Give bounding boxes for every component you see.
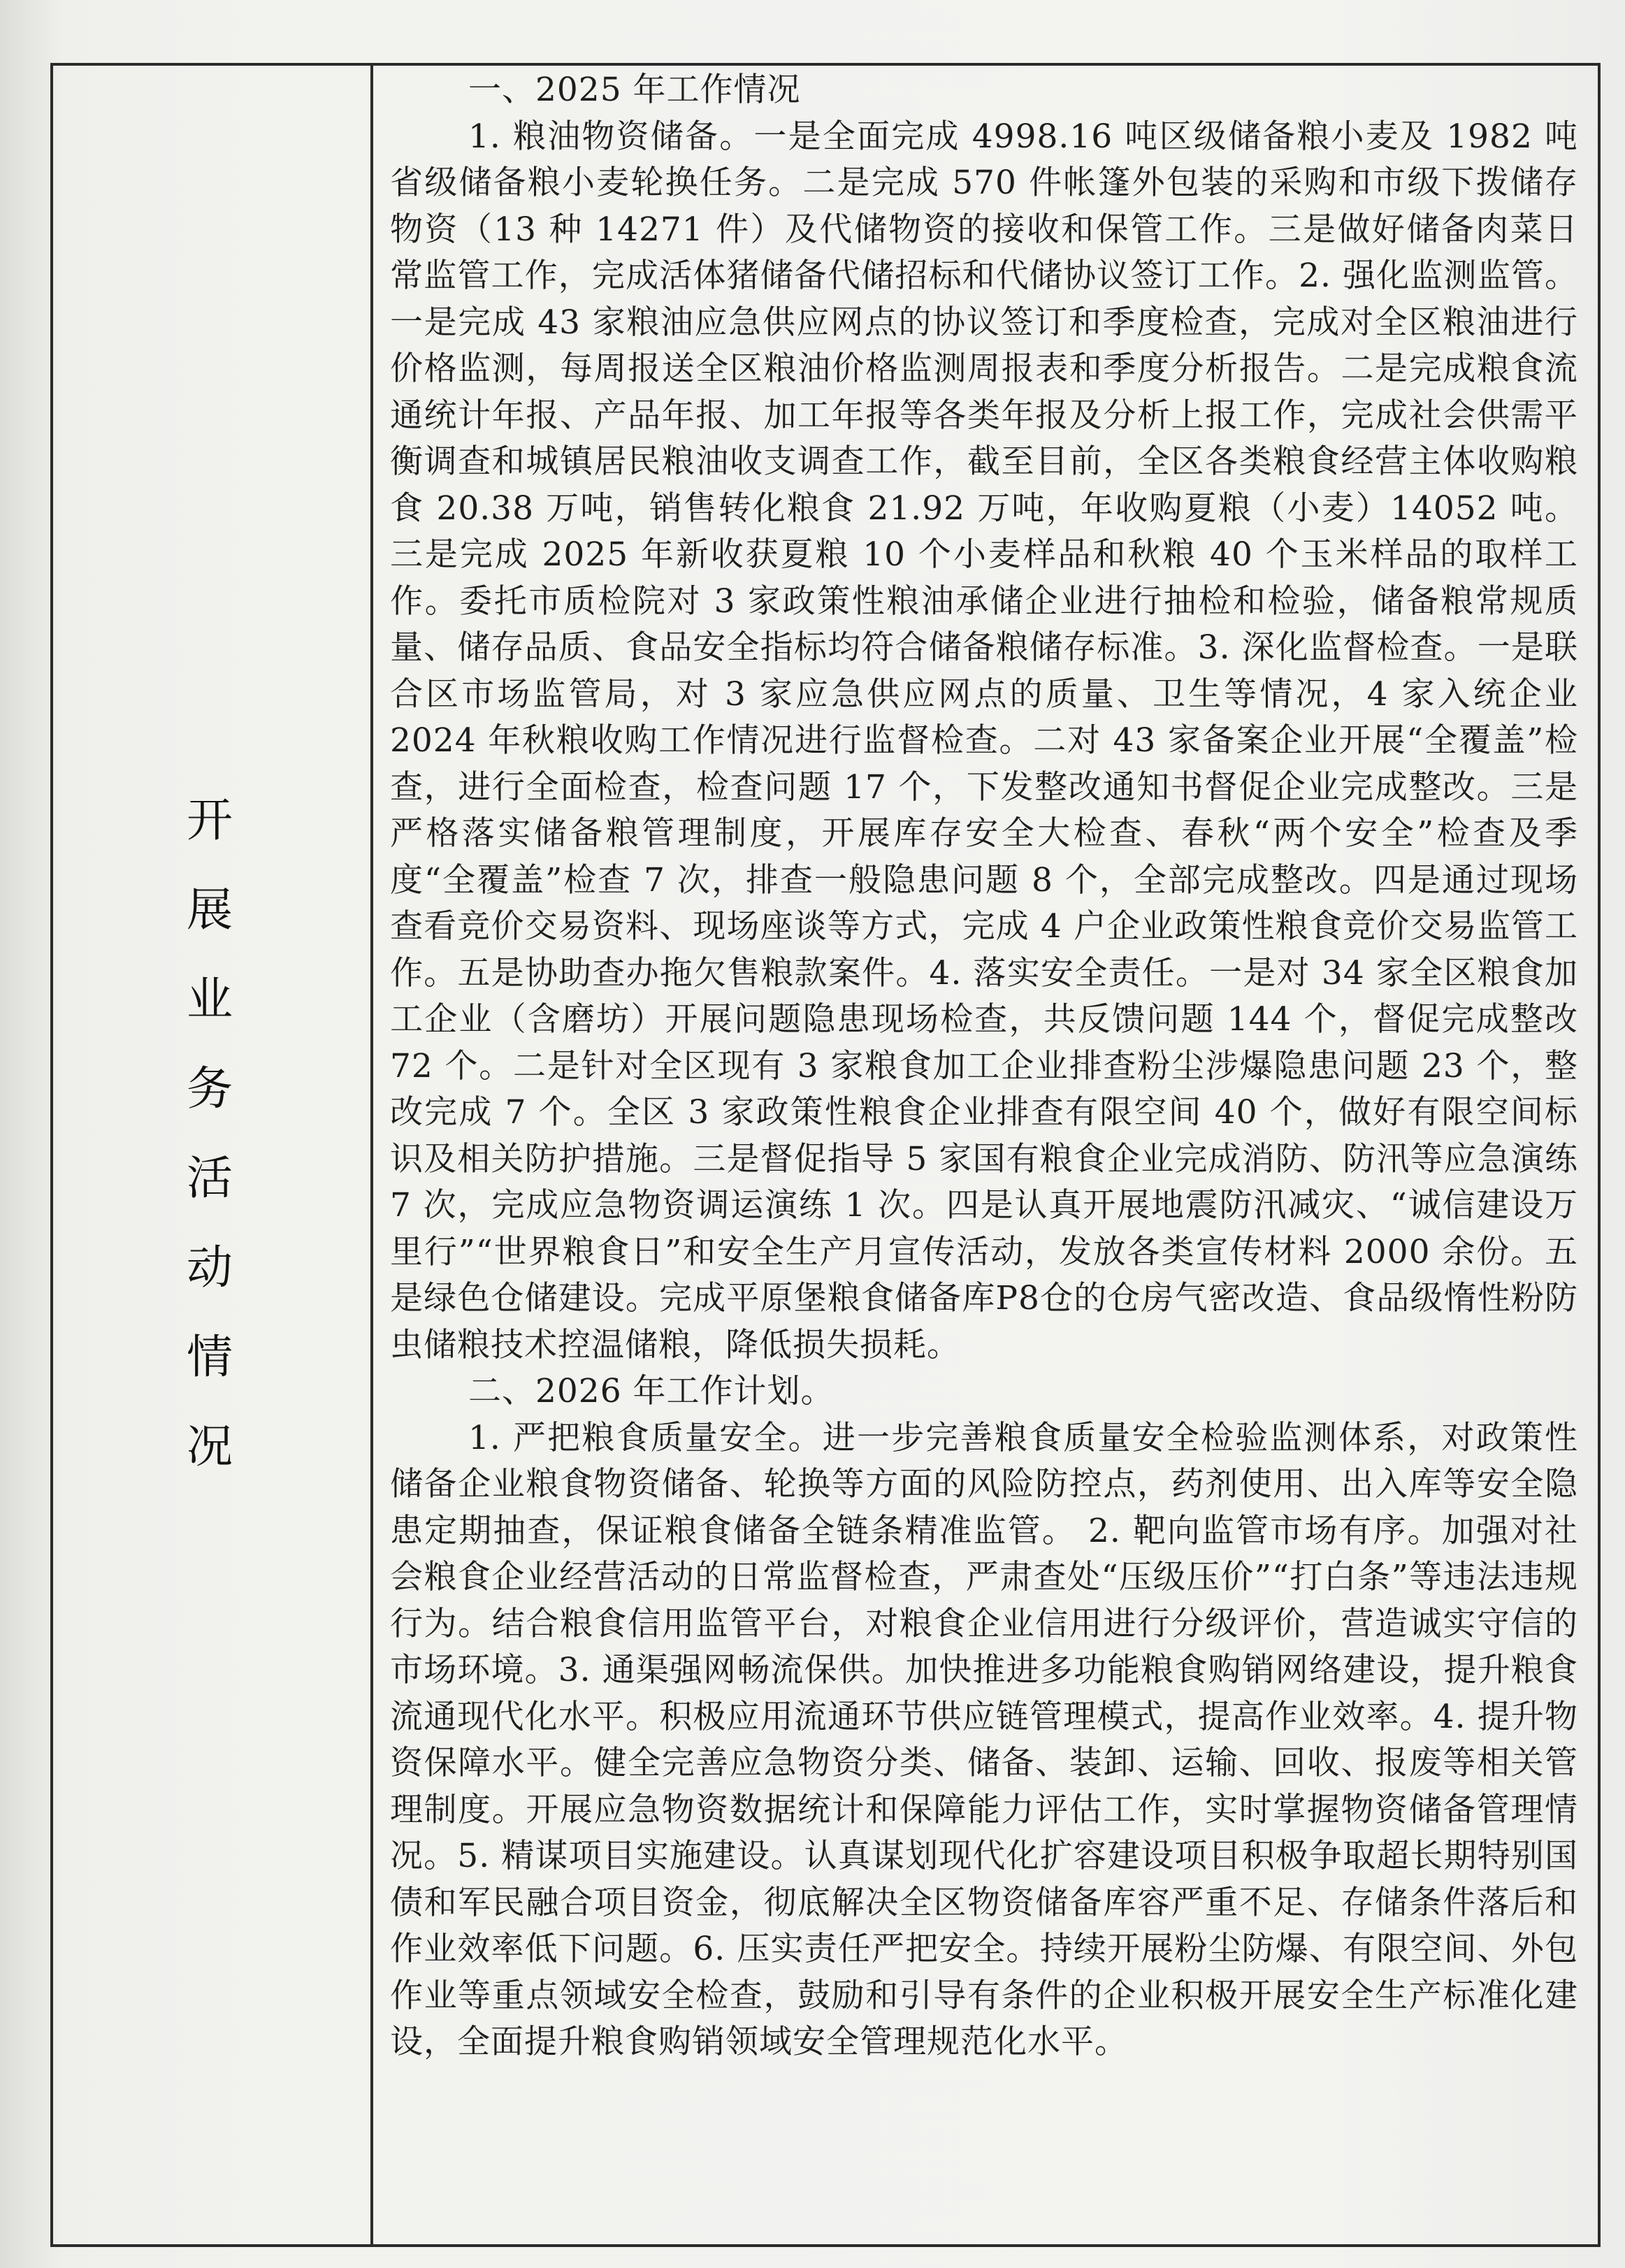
side-label-char: 情 bbox=[187, 1330, 233, 1384]
side-label-char: 展 bbox=[187, 883, 233, 937]
side-label-char: 况 bbox=[187, 1420, 233, 1473]
column-divider bbox=[370, 63, 373, 2247]
section2-body: 1. 严把粮食质量安全。进一步完善粮食质量安全检验监测体系，对政策性储备企业粮食物资储备、轮换等方面的风险防控点，药剂使用、出入库等安全隐患定期抽查，保证粮食储备全链条精准监管。 2. 靶向监管市场有序。加强对社会粮食企业经营活动的日常监督检查，严肃查处“压级压价”“打白条”等违法违规行为。结合粮食信用监管平台，对粮食企业信用进行分级评价，营造诚实守信的市场环境。3. 通渠强网畅流保供。加快推进多功能粮食购销网络建设，提升粮食流通现代化水平。积极应用流通环节供应链管理模式，提高作业效率。4. 提升物资保障水平。健全完善应急物资分类、储备、装卸、运输、回收、报废等相关管理制度。开展应急物资数据统计和保障能力评估工作，实时掌握物资储备管理情况。5. 精谋项目实施建设。认真谋划现代化扩容建设项目积极争取超长期特别国债和军民融合项目资金，彻底解决全区物资储备库容严重不足、存储条件落后和作业效率低下问题。6. 压实责任严把安全。持续开展粉尘防爆、有限空间、外包作业等重点领域安全检查，鼓励和引导有条件的企业积极开展安全生产标准化建设，全面提升粮食购销领域安全管理规范化水平。 bbox=[390, 1418, 1578, 2061]
side-label bbox=[175, 776, 245, 1491]
side-label-char: 务 bbox=[187, 1062, 233, 1115]
section2-heading: 二、2026 年工作计划。 bbox=[468, 1372, 835, 1410]
side-label-char: 动 bbox=[187, 1241, 233, 1294]
section1-body: 1. 粮油物资储备。一是全面完成 4998.16 吨区级储备粮小麦及 1982 吨省级储备粮小麦轮换任务。二是完成 570 件帐篷外包装的采购和市级下拨储存物资（13 种 14271 件）及代储物资的接收和保管工作。三是做好储备肉菜日常监管工作，完成活体猪储备代储招标和代储协议签订工作。2. 强化监测监管。一是完成 43 家粮油应急供应网点的协议签订和季度检查，完成对全区粮油进行价格监测，每周报送全区粮油价格监测周报表和季度分析报告。二是完成粮食流通统计年报、产品年报、加工年报等各类年报及分析上报工作，完成社会供需平衡调查和城镇居民粮油收支调查工作，截至目前，全区各类粮食经营主体收购粮食 20.38 万吨，销售转化粮食 21.92 万吨，年收购夏粮（小麦）14052 吨。三是完成 2025 年新收获夏粮 10 个小麦样品和秋粮 40 个玉米样品的取样工作。委托市质检院对 3 家政策性粮油承储企业进行抽检和检验，储备粮常规质量、储存品质、食品安全指标均符合储备粮储存标准。3. 深化监督检查。一是联合区市场监管局，对 3 家应急供应网点的质量、卫生等情况，4 家入统企业 2024 年秋粮收购工作情况进行监督检查。二对 43 家备案企业开展“全覆盖”检查，进行全面检查，检查问题 17 个，下发整改通知书督促企业完成整改。三是严格落实储备粮管理制度，开展库存安全大检查、春秋“两个安全”检查及季度“全覆盖”检查 7 次，排查一般隐患问题 8 个，全部完成整改。四是通过现场查看竞价交易资料、现场座谈等方式，完成 4 户企业政策性粮食竞价交易监管工作。五是协助查办拖欠售粮款案件。4. 落实安全责任。一是对 34 家全区粮食加工企业（含磨坊）开展问题隐患现场检查，共反馈问题 144 个，督促完成整改 72 个。二是针对全区现有 3 家粮食加工企业排查粉尘涉爆隐患问题 23 个，整改完成 7 个。全区 3 家政策性粮食企业排查有限空间 40 个，做好有限空间标识及相关防护措施。三是督促指导 5 家国有粮食企业完成消防、防汛等应急演练 7 次，完成应急物资调运演练 1 次。四是认真开展地震防汛减灾、“诚信建设万里行”“世界粮食日”和安全生产月宣传活动，发放各类宣传材料 2000 余份。五是绿色仓储建设。完成平原堡粮食储备库P8仓的仓房气密改造、食品级惰性粉防虫储粮技术控温储粮，降低损失损耗。 bbox=[390, 117, 1578, 1364]
side-label-char: 开 bbox=[187, 793, 233, 847]
side-label-char: 活 bbox=[187, 1151, 233, 1205]
content-column bbox=[390, 67, 1578, 2220]
section1-heading: 一、2025 年工作情况 bbox=[468, 71, 801, 109]
side-label-char: 业 bbox=[187, 972, 233, 1026]
